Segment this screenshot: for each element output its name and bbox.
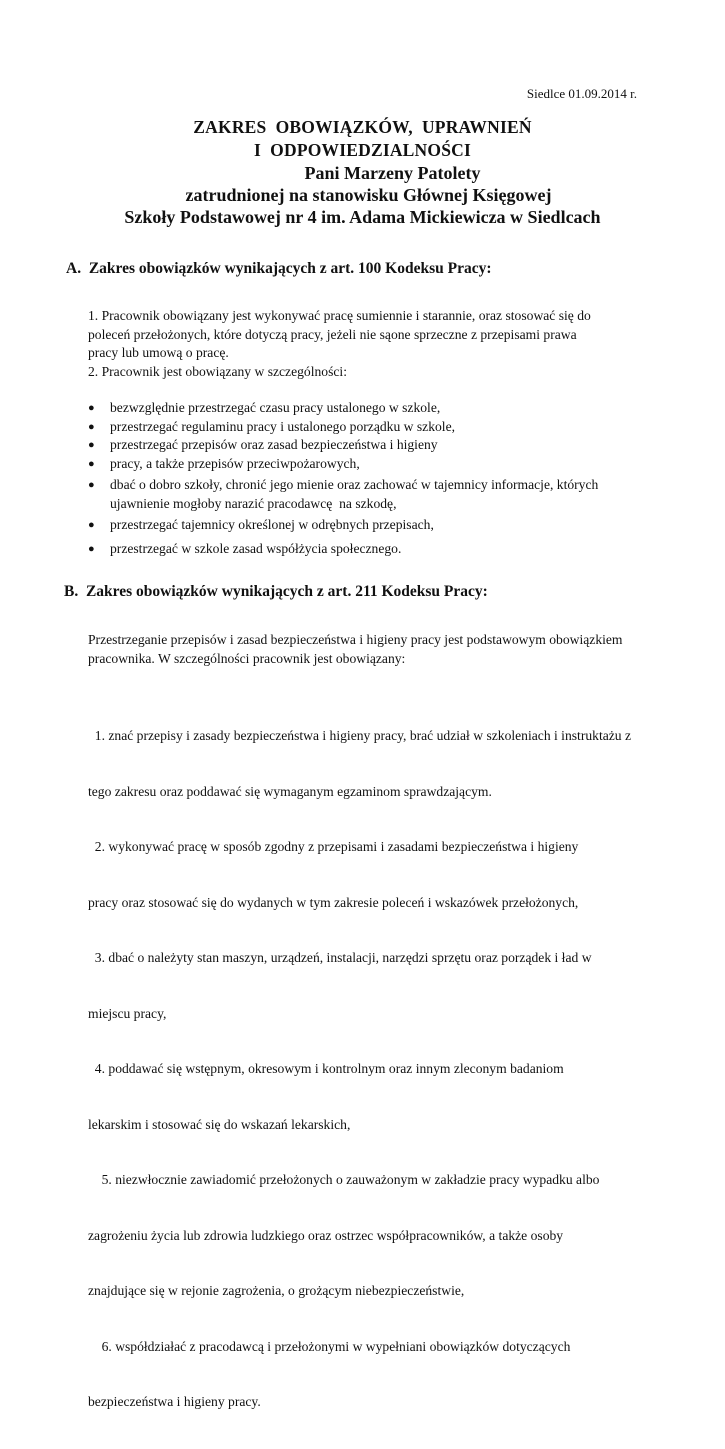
section-a-point-1-line-3: pracy lub umową o pracę.	[88, 345, 229, 360]
employee-position: zatrudnionej na stanowisku Głównej Księgowej	[185, 185, 552, 205]
section-b-intro-line-2: pracownika. W szczególności pracownik jest obowiązany:	[88, 650, 406, 666]
section-b-heading: B. Zakres obowiązków wynikających z art. 211 Kodeksu Pracy:	[64, 583, 488, 600]
list-item	[88, 399, 678, 418]
duty-line: 3. dbać o należyty stan maszyn, urządzeń, instalacji, narzędzi sprzętu oraz porządek i ład w	[88, 950, 592, 965]
bullet-icon: ●	[88, 457, 95, 470]
list-item	[88, 436, 678, 455]
duty-line: 5. niezwłocznie zawiadomić przełożonych o zauważonym w zakładzie pracy wypadku albo	[88, 1172, 600, 1187]
section-a-bullet-list	[88, 399, 678, 558]
document-title-block	[0, 116, 725, 228]
list-item	[88, 476, 678, 513]
list-item-continuation: ujawnienie mogłoby narazić pracodawcę na szkodę,	[110, 495, 397, 511]
duty-line: lekarskim i stosować się do wskazań lekarskich,	[88, 1116, 351, 1132]
list-item-text: bezwzględnie przestrzegać czasu pracy ustalonego w szkole,	[110, 400, 441, 415]
duty-line: znajdujące się w rejonie zagrożenia, o grożącym niebezpieczeństwie,	[88, 1283, 465, 1298]
section-a-point-2: 2. Pracownik jest obowiązany w szczególności:	[88, 363, 347, 379]
school-name: Szkoły Podstawowej nr 4 im. Adama Mickiewicza w Siedlcach	[124, 207, 601, 227]
document-date: Siedlce 01.09.2014 r.	[526, 86, 637, 101]
duty-line: pracy oraz stosować się do wydanych w tym zakresie poleceń i wskazówek przełożonych,	[88, 894, 579, 910]
list-item-text: przestrzegać przepisów oraz zasad bezpieczeństwa i higieny	[110, 437, 438, 452]
title-line-2: I ODPOWIEDZIALNOŚCI	[254, 140, 471, 160]
bullet-icon: ●	[88, 479, 95, 491]
section-a-point-1-line-2: poleceń przełożonych, które dotyczą pracy, jeżeli nie sąone sprzeczne z przepisami prawa	[88, 326, 577, 342]
bullet-icon: ●	[88, 402, 95, 414]
section-b-duties	[88, 690, 688, 1449]
section-a-heading: A. Zakres obowiązków wynikających z art. 100 Kodeksu Pracy:	[66, 260, 492, 277]
employee-name: Pani Marzeny Patolety	[304, 163, 481, 183]
duty-line: 2. wykonywać pracę w sposób zgodny z przepisami i zasadami bezpieczeństwa i higieny	[88, 839, 579, 854]
title-line-1: ZAKRES OBOWIĄZKÓW, UPRAWNIEŃ	[193, 117, 532, 137]
list-item	[88, 455, 678, 474]
list-item-text: przestrzegać tajemnicy określonej w odrębnych przepisach,	[110, 517, 434, 532]
list-item-text: pracy, a także przepisów przeciwpożarowych,	[110, 455, 360, 471]
bullet-icon: ●	[88, 519, 95, 531]
duty-line: 4. poddawać się wstępnym, okresowym i kontrolnym oraz innym zleconym badaniom	[88, 1061, 564, 1076]
section-a-body	[88, 307, 648, 381]
section-a-point-1-line-1: 1. Pracownik obowiązany jest wykonywać pracę sumiennie i starannie, oraz stosować się do	[88, 308, 591, 323]
list-item	[88, 516, 678, 535]
list-item	[88, 418, 678, 437]
section-b-intro-line-1: Przestrzeganie przepisów i zasad bezpieczeństwa i higieny pracy jest podstawowym obowiązkiem	[88, 632, 623, 647]
bullet-icon: ●	[88, 439, 95, 451]
section-b-intro	[88, 631, 678, 668]
duty-line: 6. współdziałać z pracodawcą i przełożonymi w wypełniani obowiązków dotyczących	[88, 1338, 571, 1354]
duty-line: zagrożeniu życia lub zdrowia ludzkiego oraz ostrzec współpracowników, a także osoby	[88, 1227, 564, 1243]
list-item-text: przestrzegać regulaminu pracy i ustalonego porządku w szkole,	[110, 418, 455, 434]
bullet-icon: ●	[88, 420, 95, 433]
duty-line: tego zakresu oraz poddawać się wymaganym egzaminom sprawdzającym.	[88, 783, 492, 799]
list-item-text: przestrzegać w szkole zasad współżycia społecznego.	[110, 540, 402, 556]
duty-line: 1. znać przepisy i zasady bezpieczeństwa i higieny pracy, brać udział w szkoleniach i instruktażu z	[88, 728, 632, 743]
list-item	[88, 540, 678, 559]
duty-line: miejscu pracy,	[88, 1005, 167, 1021]
list-item-text: dbać o dobro szkoły, chronić jego mienie oraz zachować w tajemnicy informacje, których	[110, 477, 599, 492]
duty-line: bezpieczeństwa i higieny pracy.	[88, 1394, 261, 1409]
bullet-icon: ●	[88, 542, 95, 555]
